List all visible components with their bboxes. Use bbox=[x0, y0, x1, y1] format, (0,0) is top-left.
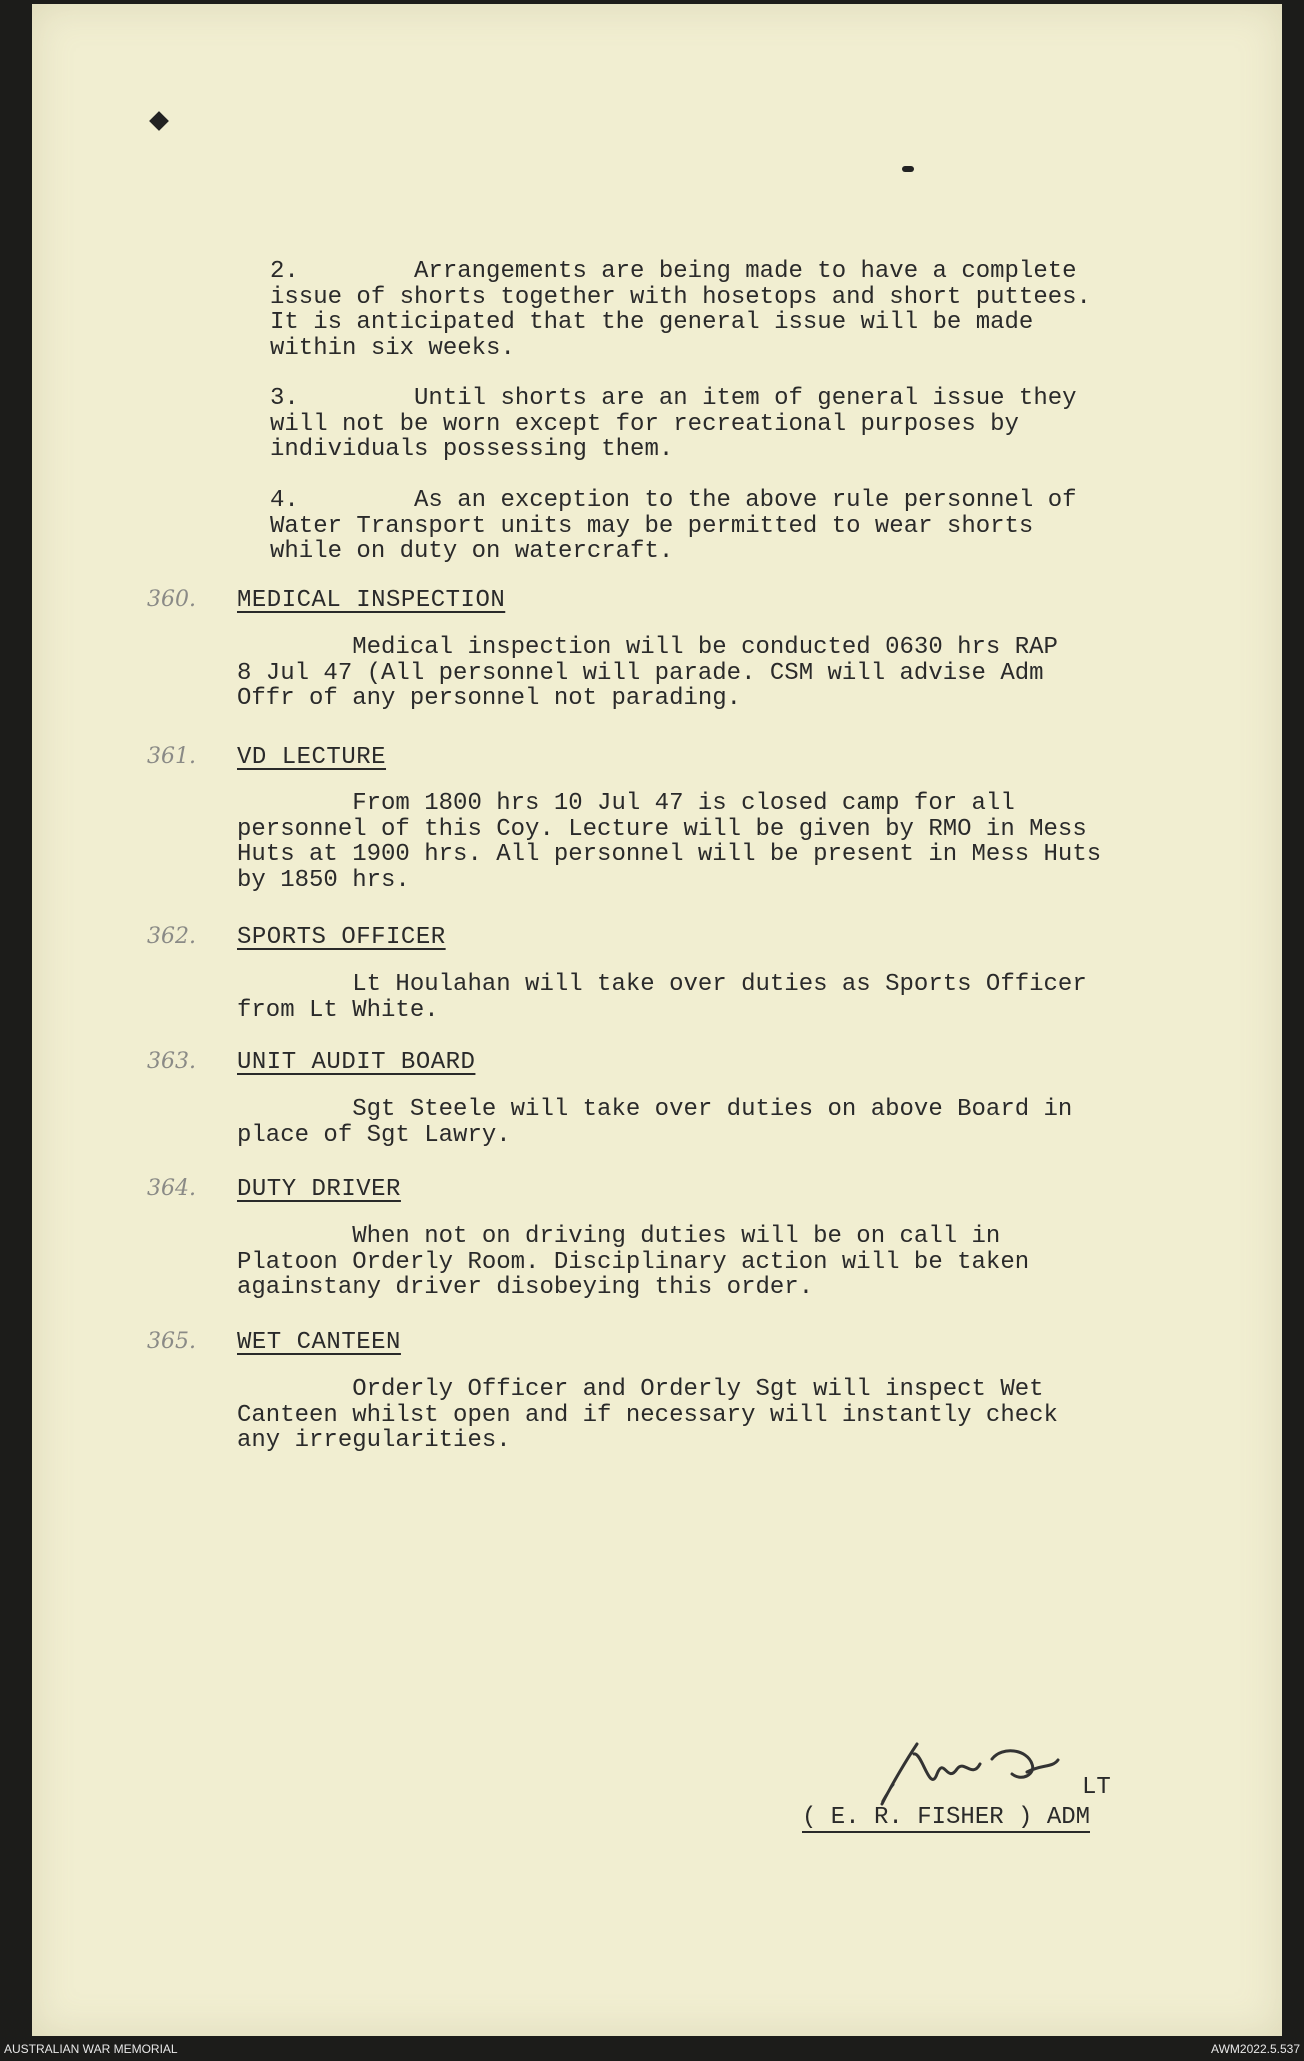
ink-mark bbox=[902, 166, 914, 172]
punch-mark bbox=[149, 111, 169, 131]
section-body: From 1800 hrs 10 Jul 47 is closed camp for all personnel of this Coy. Lecture will be given by RMO in Mess Huts at 1900 hrs. All personnel will be present in Mess Huts by 1850 hrs. bbox=[237, 790, 1102, 894]
paragraph-4: 4. As an exception to the above rule personnel of Water Transport units may be permitted to wear shorts while on duty on watercraft. bbox=[270, 487, 1077, 565]
section-heading: UNIT AUDIT BOARD bbox=[237, 1049, 476, 1076]
section-heading: SPORTS OFFICER bbox=[237, 924, 446, 951]
section-heading: WET CANTEEN bbox=[237, 1329, 401, 1356]
section-body: When not on driving duties will be on call in Platoon Orderly Room. Disciplinary action will be taken againstany driver disobeying this order. bbox=[237, 1223, 1030, 1301]
signature-name: ( E. R. FISHER ) ADM bbox=[802, 1804, 1091, 1831]
footer-archive-label: AUSTRALIAN WAR MEMORIAL bbox=[4, 2042, 178, 2056]
section-body: Lt Houlahan will take over duties as Sports Officer from Lt White. bbox=[237, 971, 1087, 1024]
section-number: 361. bbox=[147, 744, 196, 769]
section-heading: MEDICAL INSPECTION bbox=[237, 587, 506, 614]
section-number: 360. bbox=[147, 587, 196, 612]
paragraph-2: 2. Arrangements are being made to have a complete issue of shorts together with hosetops and short puttees. It is anticipated that the general issue will be made within six weeks. bbox=[270, 258, 1091, 362]
section-number: 365. bbox=[147, 1329, 196, 1354]
signature-rank: LT bbox=[1082, 1774, 1111, 1801]
section-body: Orderly Officer and Orderly Sgt will inspect Wet Canteen whilst open and if necessary will instantly check any irregularities. bbox=[237, 1376, 1058, 1454]
section-number: 363. bbox=[147, 1049, 196, 1074]
paragraph-3: 3. Until shorts are an item of general issue they will not be worn except for recreational purposes by individuals possessing them. bbox=[270, 385, 1077, 463]
section-number: 362. bbox=[147, 924, 196, 949]
section-heading: VD LECTURE bbox=[237, 744, 387, 771]
document-page bbox=[32, 4, 1282, 2036]
section-heading: DUTY DRIVER bbox=[237, 1176, 401, 1203]
section-body: Medical inspection will be conducted 0630 hrs RAP 8 Jul 47 (All personnel will parade. CSM will advise Adm Offr of any personnel not parading. bbox=[237, 634, 1058, 712]
section-body: Sgt Steele will take over duties on above Board in place of Sgt Lawry. bbox=[237, 1096, 1073, 1149]
section-number: 364. bbox=[147, 1176, 196, 1201]
footer-accession-number: AWM2022.5.537 bbox=[1211, 2042, 1300, 2056]
